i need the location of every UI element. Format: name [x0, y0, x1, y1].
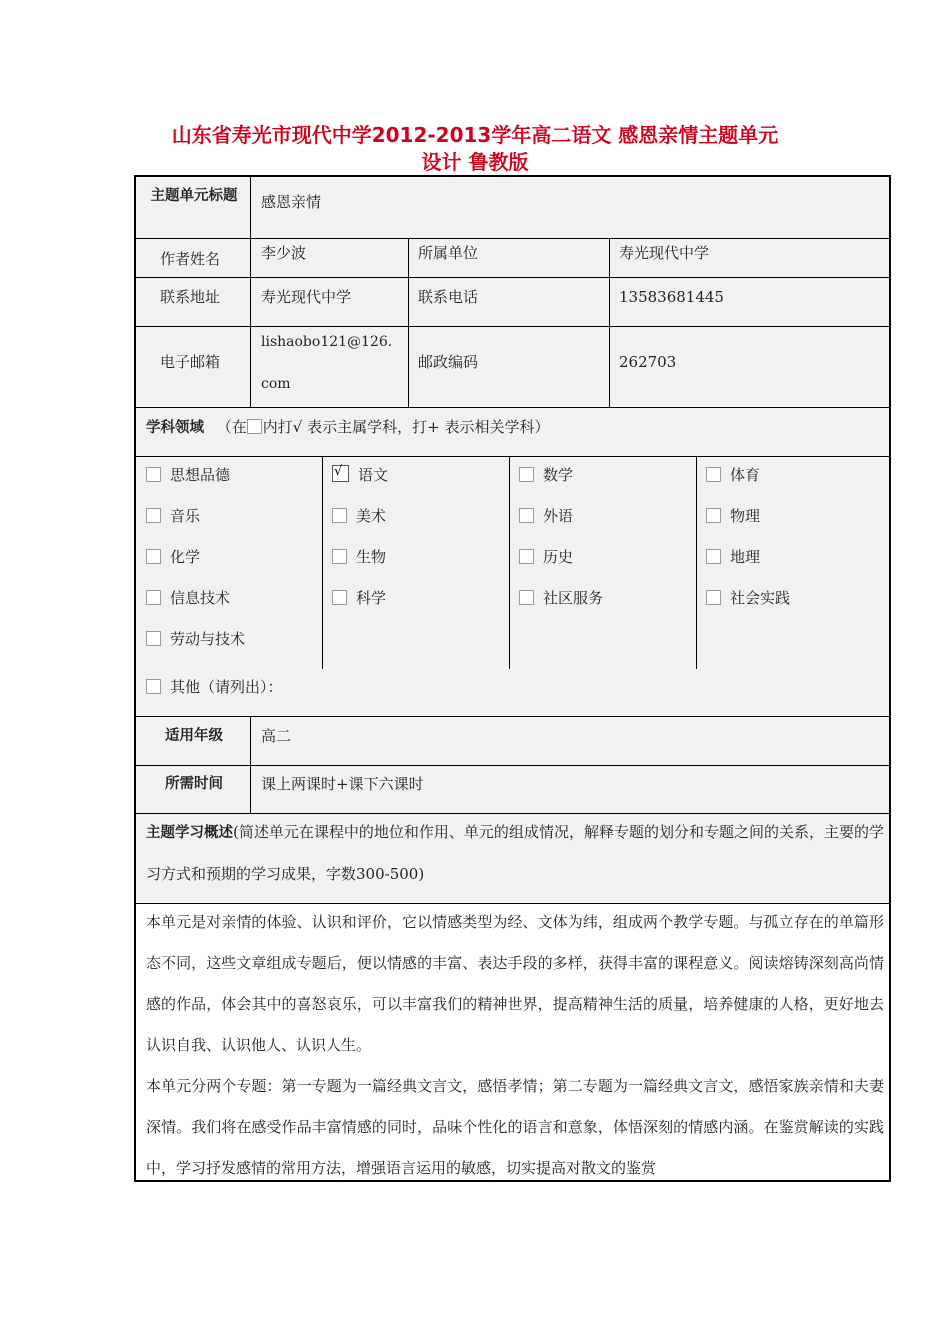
divider	[322, 457, 323, 669]
divider	[509, 457, 510, 669]
subject-item[interactable]	[706, 506, 760, 526]
subject-label: 地理	[730, 548, 761, 566]
subject-item[interactable]	[519, 465, 573, 485]
email-value-line2: com	[261, 376, 291, 392]
subject-area-header	[146, 417, 549, 438]
divider	[250, 766, 251, 814]
checkbox-icon[interactable]	[706, 508, 721, 523]
overview-header	[146, 812, 884, 895]
row-address	[136, 278, 889, 327]
phone-value: 13583681445	[619, 288, 724, 306]
divider	[250, 239, 251, 278]
subject-item-other[interactable]	[146, 677, 283, 697]
subject-label: 劳动与技术	[170, 630, 246, 648]
divider	[609, 327, 610, 408]
checkbox-icon[interactable]	[519, 590, 534, 605]
subject-label: 历史	[543, 548, 574, 566]
divider	[408, 327, 409, 408]
subject-label: 美术	[356, 507, 387, 525]
subject-label: 体育	[730, 466, 761, 484]
zip-label: 邮政编码	[418, 353, 479, 371]
checkbox-icon[interactable]	[519, 467, 534, 482]
checked-checkbox-icon[interactable]	[332, 465, 349, 482]
divider	[250, 278, 251, 327]
title-line-2: 设计 鲁教版	[421, 150, 529, 174]
subject-item[interactable]	[332, 588, 386, 608]
subject-label: 语文	[358, 466, 389, 484]
subject-area-label: 学科领域	[146, 420, 204, 436]
divider	[609, 278, 610, 327]
subject-label: 信息技术	[170, 589, 231, 607]
subject-label: 数学	[543, 466, 574, 484]
subject-item[interactable]	[146, 465, 230, 485]
checkbox-icon[interactable]	[519, 549, 534, 564]
subject-item[interactable]	[332, 506, 386, 526]
subject-label: 思想品德	[170, 466, 231, 484]
divider	[408, 239, 409, 278]
subject-label: 科学	[356, 589, 387, 607]
zip-value: 262703	[619, 353, 677, 371]
checkbox-icon[interactable]	[706, 549, 721, 564]
subject-area-hint-2: 内打√ 表示主属学科，打+ 表示相关学科）	[262, 418, 550, 436]
divider	[250, 177, 251, 239]
subject-item[interactable]	[146, 547, 200, 567]
title-line-1: 山东省寿光市现代中学2012-2013学年高二语文 感恩亲情主题单元	[171, 123, 779, 147]
document-title	[110, 122, 840, 176]
checkbox-icon[interactable]	[146, 590, 161, 605]
checkbox-icon[interactable]	[146, 508, 161, 523]
time-value: 课上两课时+课下六课时	[261, 775, 424, 793]
subject-label: 社区服务	[543, 589, 604, 607]
subject-item[interactable]	[519, 506, 573, 526]
subject-item[interactable]	[332, 465, 388, 485]
checkbox-icon[interactable]	[146, 679, 161, 694]
checkbox-icon[interactable]	[706, 590, 721, 605]
subject-label: 化学	[170, 548, 201, 566]
grade-label: 适用年级	[165, 728, 223, 744]
subject-item[interactable]	[706, 588, 790, 608]
subject-label: 音乐	[170, 507, 201, 525]
subject-item[interactable]	[706, 465, 760, 485]
divider	[250, 717, 251, 766]
checkbox-icon[interactable]	[332, 549, 347, 564]
unit-design-form	[134, 175, 891, 1182]
subject-item[interactable]	[519, 588, 603, 608]
subject-item[interactable]	[146, 629, 245, 649]
subject-label: 社会实践	[730, 589, 791, 607]
row-unit-title	[136, 177, 889, 239]
checkbox-icon[interactable]	[332, 508, 347, 523]
author-value: 李少波	[261, 244, 307, 262]
checkbox-icon[interactable]	[146, 549, 161, 564]
checkbox-icon[interactable]	[146, 467, 161, 482]
checkbox-icon[interactable]	[332, 590, 347, 605]
overview-paragraph-2: 本单元分两个专题：第一专题为一篇经典文言文，感悟孝情；第二专题为一篇经典文言文，感悟家族亲情和夫妻深情。我们将在感受作品丰富情感的同时，品味个性化的语言和意象，体悟深刻的情感内涵。在鉴赏解读的实践中，学习抒发感情的常用方法，增强语言运用的敏感，切实提高对散文的鉴赏	[146, 1077, 884, 1177]
email-value-line1: lishaobo121@126.	[261, 334, 393, 350]
divider	[250, 327, 251, 408]
org-value: 寿光现代中学	[619, 244, 710, 262]
divider	[696, 457, 697, 669]
address-value: 寿光现代中学	[261, 288, 352, 306]
subject-label: 物理	[730, 507, 761, 525]
row-time	[136, 766, 889, 814]
overview-label: 主题学习概述	[146, 825, 234, 841]
checkbox-icon[interactable]	[146, 631, 161, 646]
grade-value: 高二	[261, 727, 292, 745]
unit-title-value: 感恩亲情	[261, 193, 322, 211]
subject-item[interactable]	[706, 547, 760, 567]
divider	[408, 278, 409, 327]
subject-label: 外语	[543, 507, 574, 525]
phone-label: 联系电话	[418, 288, 479, 306]
legend-checkbox-icon	[247, 419, 262, 434]
email-label: 电子邮箱	[160, 353, 221, 371]
other-label: 其他（请列出）：	[170, 678, 283, 696]
address-label: 联系地址	[160, 288, 221, 306]
row-grade	[136, 717, 889, 766]
subject-label: 生物	[356, 548, 387, 566]
divider	[609, 239, 610, 278]
org-label: 所属单位	[418, 244, 479, 262]
checkbox-icon[interactable]	[706, 467, 721, 482]
subject-item[interactable]	[332, 547, 386, 567]
row-email	[136, 327, 889, 408]
subject-item[interactable]	[519, 547, 573, 567]
row-author	[136, 239, 889, 278]
checkbox-icon[interactable]	[519, 508, 534, 523]
overview-paragraph-1: 本单元是对亲情的体验、认识和评价，它以情感类型为经、文体为纬，组成两个教学专题。与孤立存在的单篇形态不同，这些文章组成专题后，便以情感的丰富、表达手段的多样，获得丰富的课程意义。阅读熔铸深刻高尚情感的作品，体会其中的喜怒哀乐，可以丰富我们的精神世界，提高精神生活的质量，培养健康的人格，更好地去认识自我、认识他人、认识人生。	[146, 913, 884, 1054]
time-label: 所需时间	[165, 776, 223, 792]
subject-area-hint-1: （在	[216, 418, 247, 436]
subject-item[interactable]	[146, 588, 230, 608]
subject-item[interactable]	[146, 506, 200, 526]
unit-title-label: 主题单元标题	[150, 188, 238, 204]
overview-hint: (简述单元在课程中的地位和作用、单元的组成情况，解释专题的划分和专题之间的关系，主要的学习方式和预期的学习成果，字数300-500)	[146, 823, 885, 883]
author-label: 作者姓名	[160, 250, 221, 268]
